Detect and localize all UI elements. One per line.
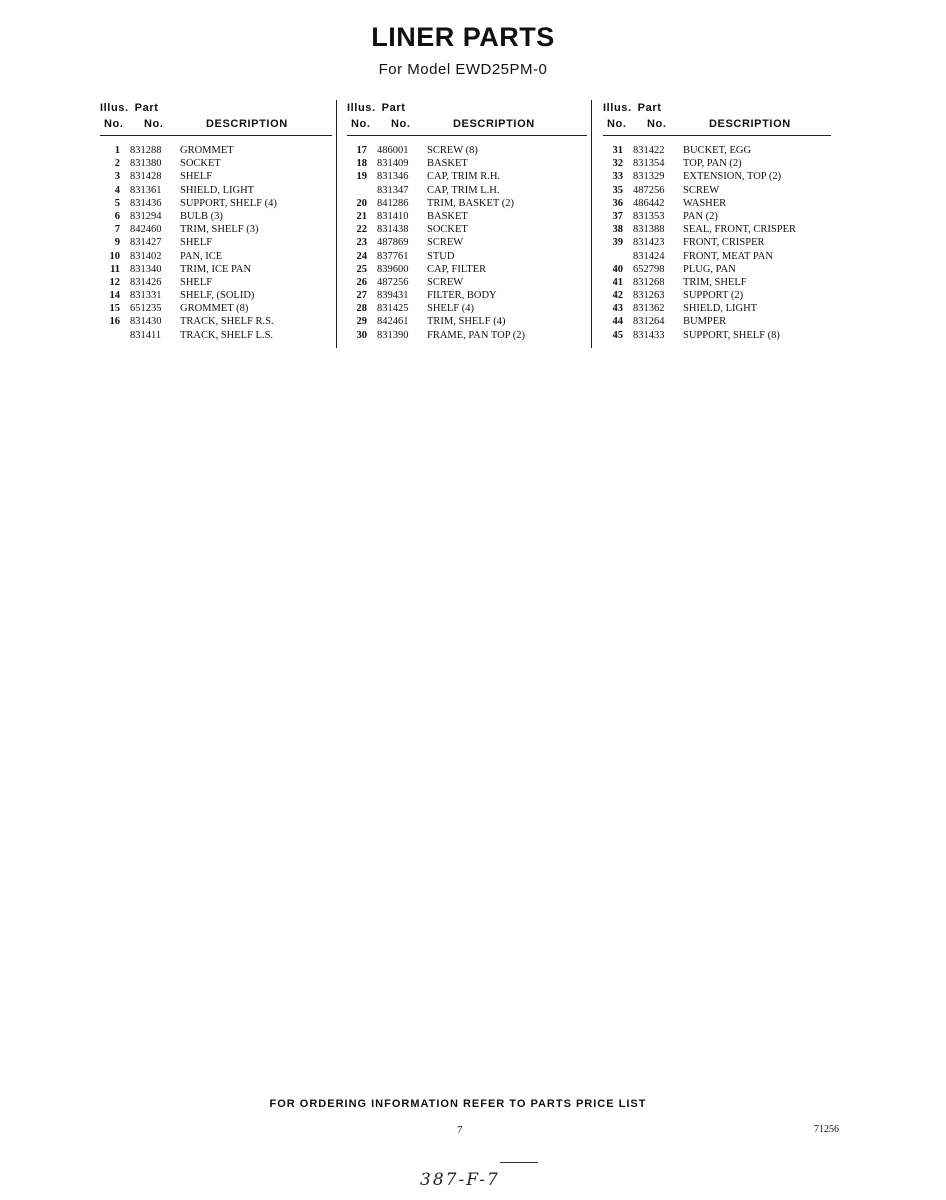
illus-number: 33 [612,171,623,183]
illus-number: 5 [114,197,120,209]
illus-number: 42 [612,290,623,302]
parts-row [100,157,332,170]
part-number: 831426 [130,276,162,288]
part-number: 831390 [377,329,409,341]
illus-number: 43 [612,303,623,315]
illus-number: 45 [612,329,623,341]
part-number: 831331 [130,290,162,302]
column-header [603,100,831,136]
header-rule [347,135,587,136]
part-number: 831424 [633,250,665,262]
parts-row [100,170,332,183]
page-number: 7 [457,1124,463,1136]
part-number: 486442 [633,197,665,209]
parts-row [100,329,332,342]
parts-column-2 [347,100,587,342]
part-number: 831425 [377,303,409,315]
column-divider [591,100,592,348]
part-description: PAN (2) [683,210,718,222]
header-line-1 [603,102,661,114]
illus-number: 20 [356,197,367,209]
part-description: SHIELD, LIGHT [180,184,255,196]
parts-list [347,144,587,342]
parts-row [100,223,332,236]
illus-number: 31 [612,145,623,156]
part-number: 831409 [377,158,409,170]
header-description: DESCRIPTION [206,118,288,130]
part-number: 831353 [633,210,665,222]
part-number: 831430 [130,316,162,328]
parts-row [347,302,587,315]
parts-column-3 [603,100,831,342]
part-number: 831288 [130,145,162,156]
part-description: WASHER [683,197,727,209]
header-illus: Illus. [347,102,376,114]
parts-row [603,315,831,328]
part-number: 831422 [633,145,665,156]
part-number: 831388 [633,224,665,236]
part-number: 831264 [633,316,665,328]
parts-row [603,223,831,236]
parts-row [603,276,831,289]
header-part: Part [381,102,406,114]
illus-number: 1 [114,145,120,156]
part-number: 831410 [377,210,409,222]
illus-number: 29 [356,316,367,328]
parts-row [100,250,332,263]
column-divider [336,100,337,348]
header-part: Part [637,102,662,114]
header-illus-no: No. [104,118,124,130]
parts-row [347,250,587,263]
part-description: FILTER, BODY [427,290,497,302]
header-part-no: No. [391,118,411,130]
illus-number: 35 [612,184,623,196]
part-number: 831294 [130,210,162,222]
part-description: BUCKET, EGG [683,145,752,156]
part-number: 831268 [633,276,665,288]
header-illus-no: No. [607,118,627,130]
parts-row [347,210,587,223]
parts-row [347,276,587,289]
parts-row [603,184,831,197]
part-number: 831361 [130,184,162,196]
part-description: PAN, ICE [180,250,223,262]
parts-row [100,302,332,315]
part-number: 842460 [130,224,162,236]
part-description: GROMMET [180,145,234,156]
part-number: 651235 [130,303,162,315]
part-description: CAP, TRIM R.H. [427,171,501,183]
parts-row [347,236,587,249]
parts-row [603,263,831,276]
illus-number: 23 [356,237,367,249]
illus-number: 3 [114,171,120,183]
part-description: EXTENSION, TOP (2) [683,171,782,183]
parts-row [347,289,587,302]
parts-row [100,210,332,223]
part-number: 831402 [130,250,162,262]
illus-number: 32 [612,158,623,170]
header-part-no: No. [647,118,667,130]
illus-number: 25 [356,263,367,275]
parts-row [347,329,587,342]
illus-number: 9 [114,237,120,249]
parts-row [603,250,831,263]
part-description: SCREW [427,237,464,249]
ordering-info-note: FOR ORDERING INFORMATION REFER TO PARTS PRICE LIST [269,1098,647,1110]
illus-number: 2 [114,158,120,170]
part-description: SHELF, (SOLID) [180,290,255,302]
part-number: 841286 [377,197,409,209]
header-part-no: No. [144,118,164,130]
part-number: 487256 [633,184,665,196]
part-description: FRONT, CRISPER [683,237,765,249]
parts-row [347,315,587,328]
illus-number: 27 [356,290,367,302]
parts-row [603,144,831,157]
part-number: 839600 [377,263,409,275]
parts-list [100,144,332,342]
part-description: FRONT, MEAT PAN [683,250,773,262]
illus-number: 15 [109,303,120,315]
parts-row [347,223,587,236]
part-description: TRIM, SHELF (3) [180,224,259,236]
illus-number: 24 [356,250,367,262]
part-description: BUMPER [683,316,727,328]
part-description: BASKET [427,210,468,222]
page-title: LINER PARTS [371,22,555,52]
part-number: 831354 [633,158,665,170]
illus-number: 40 [612,263,623,275]
parts-row [100,236,332,249]
parts-row [603,197,831,210]
illus-number: 16 [109,316,120,328]
part-description: BULB (3) [180,210,223,222]
illus-number: 26 [356,276,367,288]
illus-number: 12 [109,276,120,288]
parts-list [603,144,831,342]
part-number: 831436 [130,197,162,209]
illus-number: 36 [612,197,623,209]
header-description: DESCRIPTION [709,118,791,130]
part-number: 486001 [377,145,409,156]
part-number: 831428 [130,171,162,183]
part-number: 831423 [633,237,665,249]
part-description: SOCKET [180,158,221,170]
header-rule [603,135,831,136]
part-description: TRACK, SHELF R.S. [180,316,274,328]
part-number: 831329 [633,171,665,183]
part-number: 831380 [130,158,162,170]
parts-row [347,144,587,157]
parts-column-1 [100,100,332,342]
part-description: SHIELD, LIGHT [683,303,758,315]
header-illus: Illus. [603,102,632,114]
part-description: SUPPORT, SHELF (4) [180,197,277,209]
part-description: SHELF [180,237,213,249]
part-number: 839431 [377,290,409,302]
illus-number: 30 [356,329,367,341]
illus-number: 21 [356,210,367,222]
illus-number: 4 [114,184,120,196]
parts-row [603,170,831,183]
part-number: 831263 [633,290,665,302]
parts-row [603,329,831,342]
part-description: FRAME, PAN TOP (2) [427,329,526,341]
part-description: TRIM, SHELF [683,276,747,288]
part-description: SUPPORT (2) [683,290,744,302]
part-number: 487869 [377,237,409,249]
illus-number: 37 [612,210,623,222]
header-line-1 [100,102,158,114]
part-number: 831438 [377,224,409,236]
part-number: 487256 [377,276,409,288]
parts-row [603,289,831,302]
part-description: GROMMET (8) [180,303,249,315]
page-subtitle: For Model EWD25PM-0 [378,61,548,78]
parts-row [100,184,332,197]
parts-row [100,197,332,210]
parts-row [100,276,332,289]
parts-row [347,157,587,170]
part-number: 831362 [633,303,665,315]
illus-number: 28 [356,303,367,315]
part-number: 837761 [377,250,409,262]
parts-row [603,236,831,249]
header-description: DESCRIPTION [453,118,535,130]
part-number: 831427 [130,237,162,249]
part-description: SCREW [683,184,720,196]
illus-number: 44 [612,316,623,328]
part-number: 831340 [130,263,162,275]
illus-number: 6 [114,210,120,222]
part-description: SHELF (4) [427,303,474,315]
part-number: 831346 [377,171,409,183]
illus-number: 18 [356,158,367,170]
column-header [100,100,332,136]
part-description: BASKET [427,158,468,170]
part-description: SUPPORT, SHELF (8) [683,329,780,341]
part-description: TRIM, BASKET (2) [427,197,515,209]
parts-row [100,289,332,302]
handwritten-dash [500,1162,538,1163]
parts-row [347,170,587,183]
part-number: 831347 [377,184,409,196]
parts-row [347,197,587,210]
header-rule [100,135,332,136]
part-description: SCREW (8) [427,145,478,156]
part-description: SOCKET [427,224,468,236]
part-description: TOP, PAN (2) [683,158,742,170]
part-description: TRACK, SHELF L.S. [180,329,274,341]
part-description: TRIM, ICE PAN [180,263,252,275]
part-description: SHELF [180,171,213,183]
illus-number: 7 [114,224,120,236]
part-number: 652798 [633,263,665,275]
header-illus-no: No. [351,118,371,130]
illus-number: 38 [612,224,623,236]
header-part: Part [134,102,159,114]
part-number: 842461 [377,316,409,328]
illus-number: 11 [110,263,120,275]
parts-row [603,210,831,223]
part-description: CAP, FILTER [427,263,487,275]
handwritten-note: 387-F-7 [420,1170,500,1190]
illus-number: 14 [109,290,120,302]
part-description: PLUG, PAN [683,263,736,275]
parts-row [100,315,332,328]
column-header [347,100,587,136]
parts-row [603,302,831,315]
header-illus: Illus. [100,102,129,114]
part-description: TRIM, SHELF (4) [427,316,506,328]
document-code: 71256 [814,1124,839,1135]
part-description: SHELF [180,276,213,288]
part-number: 831411 [130,329,162,341]
parts-row [603,157,831,170]
header-line-1 [347,102,405,114]
part-description: CAP, TRIM L.H. [427,184,500,196]
parts-row [347,184,587,197]
illus-number: 17 [356,145,367,156]
parts-row [100,144,332,157]
illus-number: 19 [356,171,367,183]
part-number: 831433 [633,329,665,341]
part-description: SEAL, FRONT, CRISPER [683,224,796,236]
parts-row [347,263,587,276]
illus-number: 10 [109,250,120,262]
parts-row [100,263,332,276]
illus-number: 39 [612,237,623,249]
part-description: SCREW [427,276,464,288]
illus-number: 22 [356,224,367,236]
illus-number: 41 [612,276,623,288]
part-description: STUD [427,250,455,262]
